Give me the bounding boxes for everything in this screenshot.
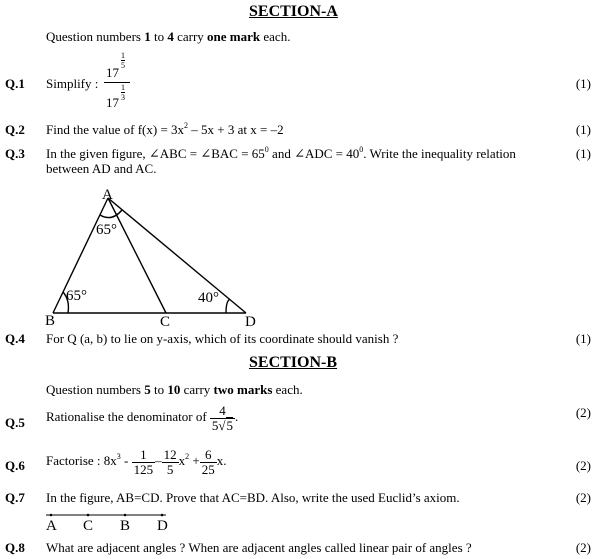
- point-b-dot: [124, 514, 127, 517]
- q4-text: For Q (a, b) to lie on y-axis, which of its coordinate should vanish ?: [46, 331, 399, 346]
- angle-b-label: 65°: [66, 288, 87, 304]
- section-b-title: SECTION-B: [249, 354, 338, 371]
- section-b-instruction: Question numbers 5 to 10 carry two marks each.: [46, 382, 303, 397]
- q4-number: Q.4: [5, 331, 25, 346]
- q6-expression: Factorise : $8x^3$ - $\frac{1}{125}$ – $\frac{12}{5}$ $x^2$ + $\frac{6}{25}$ x.: [46, 447, 227, 477]
- q3-marks: (1): [575, 146, 591, 161]
- point-label: D: [157, 518, 168, 534]
- vertex-a-label: A: [102, 187, 113, 203]
- q2-marks: (1): [575, 122, 591, 137]
- q2-number: Q.2: [5, 122, 25, 137]
- q8-number: Q.8: [5, 540, 25, 555]
- point-c-dot: [87, 514, 90, 517]
- q3-line2: between AD and AC.: [46, 161, 157, 176]
- q4-marks: (1): [575, 331, 591, 346]
- q3-number: Q.3: [5, 146, 25, 161]
- point-label: C: [83, 518, 94, 534]
- q8-marks: (2): [575, 540, 591, 555]
- q3-line1: In the given figure, ∠ABC = ∠BAC = $65^0$ and ∠ADC = $40^0$. Write the inequality relation: [46, 145, 516, 161]
- vertex-b-label: B: [45, 313, 56, 329]
- q5-fraction: $\frac{4}{5√5}$: [211, 403, 234, 433]
- point-d-dot: [161, 514, 164, 517]
- q1-number: Q.1: [5, 76, 25, 91]
- q5-text: Rationalise the denominator of $\frac{4}{5√5}$ .: [46, 403, 239, 433]
- point-label: A: [46, 518, 57, 534]
- q8-text: What are adjacent angles ? When are adjacent angles called linear pair of angles ?: [46, 540, 472, 555]
- q7-number: Q.7: [5, 490, 25, 505]
- angle-d-label: 40°: [198, 290, 219, 306]
- q7-marks: (2): [575, 490, 591, 505]
- q7-text: In the figure, AB=CD. Prove that AC=BD. Also, write the used Euclid’s axiom.: [46, 490, 460, 505]
- angle-a-label: 65°: [96, 222, 117, 238]
- q6-fraction-3: $\frac{6}{25}$: [201, 447, 215, 477]
- q2-text: Find the value of $f(x) = 3x^2 - 5x + 3$ at x = –2: [46, 121, 284, 137]
- q6-number: Q.6: [5, 458, 25, 473]
- q6-fraction-1: $\frac{1}{125}$: [133, 447, 154, 477]
- q5-number: Q.5: [5, 415, 25, 430]
- section-a-instruction: Question numbers 1 to 4 carry one mark each.: [46, 29, 291, 44]
- vertex-d-label: D: [245, 314, 256, 330]
- q1-marks: (1): [575, 76, 591, 91]
- q6-marks: (2): [575, 458, 591, 473]
- q1-label: Simplify :: [46, 76, 99, 91]
- q6-fraction-2: $\frac{12}{5}$: [163, 447, 177, 477]
- point-a-dot: [50, 514, 53, 517]
- point-label: B: [120, 518, 131, 534]
- q1-numerator: 17 1 5: [104, 52, 130, 83]
- section-a-title: SECTION-A: [249, 3, 338, 20]
- vertex-c-label: C: [160, 314, 171, 330]
- q5-marks: (2): [575, 405, 591, 420]
- q1-denominator: 17 1 3: [106, 83, 125, 110]
